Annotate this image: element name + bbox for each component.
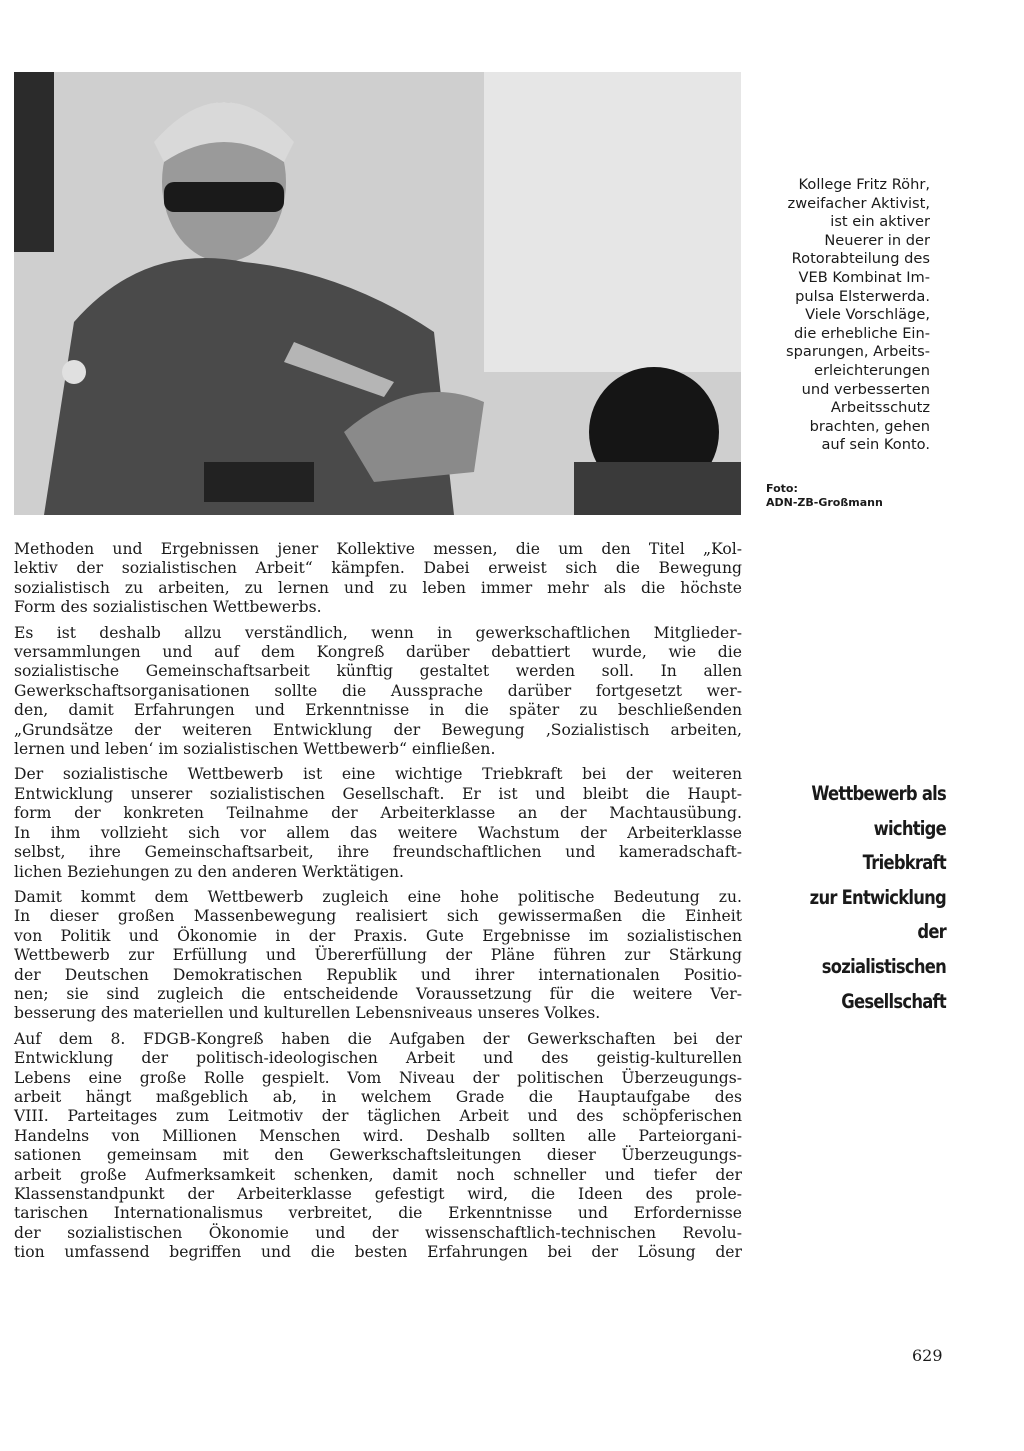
text-line: Lebens eine große Rolle gespielt. Vom Niveau der politischen Überzeugungs- xyxy=(14,1068,742,1087)
side-heading xyxy=(764,777,946,1019)
text-line: Methoden und Ergebnissen jener Kollektive messen, die um den Titel „Kol- xyxy=(14,540,742,558)
text-line: Klassenstandpunkt der Arbeiterklasse gefestigt wird, die Ideen des prole- xyxy=(14,1185,742,1203)
text-line: von Politik und Ökonomie in der Praxis. Gute Ergebnisse im sozialistischen xyxy=(14,926,742,945)
side-heading-line: Gesellschaft xyxy=(841,989,946,1013)
text-line: tion umfassend begriffen und die besten Erfahrungen bei der Lösung der xyxy=(14,1243,742,1262)
paragraph xyxy=(14,1030,742,1263)
text-line: tarischen Internationalismus verbreitet, die Erkenntnisse und Erfordernisse xyxy=(14,1204,742,1223)
caption-line: Rotorabteilung des xyxy=(791,250,930,268)
text-line: arbeit hängt maßgeblich ab, in welchem Grade die Hauptaufgabe des xyxy=(14,1087,742,1106)
text-line: lernen und leben‘ im sozialistischen Wettbewerb“ einfließen. xyxy=(14,740,496,759)
text-line: Damit kommt dem Wettbewerb zugleich eine hohe politische Bedeutung zu. xyxy=(14,887,742,906)
text-line: Handelns von Millionen Menschen wird. Deshalb sollten alle Parteiorgani- xyxy=(14,1126,742,1145)
side-heading-line: Triebkraft xyxy=(862,851,946,875)
caption-line: zweifacher Aktivist, xyxy=(787,194,930,212)
page-number: 629 xyxy=(912,1346,943,1365)
text-line: selbst, ihre Gemeinschaftsarbeit, ihre freundschaftlichen und kameradschaft- xyxy=(14,843,742,862)
text-line: form der konkreten Teilnahme der Arbeiterklasse an der Machtausübung. xyxy=(14,804,742,823)
caption-line: VEB Kombinat Im- xyxy=(798,268,930,286)
text-line: Wettbewerb zur Erfüllung und Übererfüllung der Pläne führen zur Stärkung xyxy=(14,946,742,965)
caption-line: und verbesserten xyxy=(801,380,930,398)
caption-line: sparungen, Arbeits- xyxy=(786,343,930,361)
text-line: versammlungen und auf dem Kongreß darüber debattiert wurde, wie die xyxy=(14,643,742,662)
caption-line: Kollege Fritz Röhr, xyxy=(798,176,930,193)
caption-line: brachten, gehen xyxy=(809,417,930,435)
text-line: sozialistische Gemeinschaftsarbeit künftig gestaltet werden soll. In allen xyxy=(14,662,742,681)
text-line: sozialistisch zu arbeiten, zu lernen und zu leben immer mehr als die höchste xyxy=(14,578,742,597)
text-line: In dieser großen Massenbewegung realisiert sich gewissermaßen die Einheit xyxy=(14,907,742,926)
text-line: Gewerkschaftsorganisationen sollte die Aussprache darüber fortgesetzt wer- xyxy=(14,681,742,700)
side-heading-line: zur Entwicklung xyxy=(809,885,946,909)
side-heading-line: der xyxy=(917,920,946,944)
text-line: den, damit Erfahrungen und Erkenntnisse in die später zu beschließenden xyxy=(14,701,742,720)
text-line: lektiv der sozialistischen Arbeit“ kämpfen. Dabei erweist sich die Bewegung xyxy=(14,559,742,578)
caption-line: pulsa Elsterwerda. xyxy=(795,287,930,305)
text-line: In ihm vollzieht sich vor allem das weitere Wachstum der Arbeiterklasse xyxy=(14,823,742,842)
caption-line: Arbeitsschutz xyxy=(830,399,930,417)
text-line: Der sozialistische Wettbewerb ist eine wichtige Triebkraft bei der weiteren xyxy=(14,765,742,784)
caption-line: Viele Vorschläge, xyxy=(805,306,930,324)
caption-line: die erhebliche Ein- xyxy=(794,324,930,342)
photo xyxy=(14,72,741,515)
paragraph xyxy=(14,540,742,618)
text-line: lichen Beziehungen zu den anderen Werktätigen. xyxy=(14,862,405,881)
text-line: VIII. Parteitages zum Leitmotiv der täglichen Arbeit und des schöpferischen xyxy=(14,1107,742,1126)
text-line: Form des sozialistischen Wettbewerbs. xyxy=(14,598,322,617)
text-line: Entwicklung unserer sozialistischen Gesellschaft. Er ist und bleibt die Haupt- xyxy=(14,784,742,803)
paragraph xyxy=(14,624,742,760)
caption-line: Neuerer in der xyxy=(824,231,930,249)
text-line: der sozialistischen Ökonomie und der wissenschaftlich-technischen Revolu- xyxy=(14,1223,742,1242)
body-text xyxy=(14,540,742,1269)
paragraph xyxy=(14,765,742,881)
side-heading-line: Wettbewerb als xyxy=(811,782,946,805)
text-line: Entwicklung der politisch-ideologischen Arbeit und des geistig-kulturellen xyxy=(14,1049,742,1068)
caption-line: ist ein aktiver xyxy=(830,213,930,231)
text-line: sationen gemeinsam mit den Gewerkschaftsleitungen dieser Überzeugungs- xyxy=(14,1146,742,1165)
text-line: arbeit große Aufmerksamkeit schenken, damit noch schneller und tiefer der xyxy=(14,1165,742,1184)
text-line: „Grundsätze der weiteren Entwicklung der Bewegung ‚Sozialistisch arbeiten, xyxy=(14,720,742,739)
text-line: besserung des materiellen und kulturellen Lebensniveaus unseres Volkes. xyxy=(14,1004,601,1023)
photo-icon xyxy=(14,72,741,515)
side-heading-line: wichtige xyxy=(873,816,946,840)
caption-line: erleichterungen xyxy=(813,361,930,379)
photo-caption xyxy=(752,176,930,455)
paragraph xyxy=(14,888,742,1024)
photo-credit xyxy=(766,482,883,509)
credit-name: ADN-ZB-Großmann xyxy=(766,495,883,509)
side-heading-line: sozialistischen xyxy=(821,954,946,978)
caption-line: auf sein Konto. xyxy=(821,436,930,454)
credit-label: Foto: xyxy=(766,482,798,495)
text-line: nen; sie sind zugleich die entscheidende Voraussetzung für die weitere Ver- xyxy=(14,984,742,1003)
text-line: Es ist deshalb allzu verständlich, wenn in gewerkschaftlichen Mitglieder- xyxy=(14,623,742,642)
text-line: der Deutschen Demokratischen Republik und ihrer internationalen Positio- xyxy=(14,965,742,984)
text-line: Auf dem 8. FDGB-Kongreß haben die Aufgaben der Gewerkschaften bei der xyxy=(14,1029,742,1048)
